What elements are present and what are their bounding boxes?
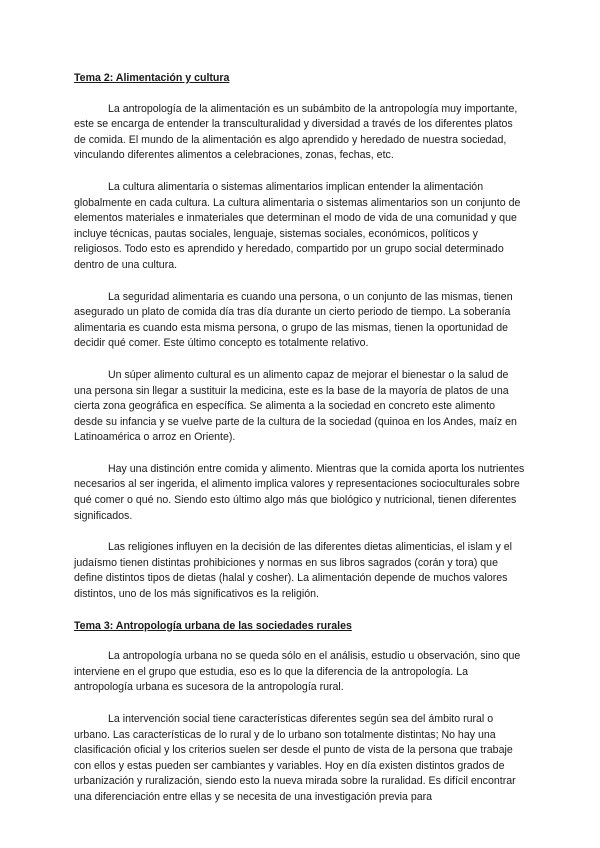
paragraph: Las religiones influyen en la decisión de las diferentes dietas alimenticias, el islam y el judaísmo tienen distintas prohibiciones y normas en sus libros sagrados (corán y tora) que define distintos tipos de dietas (halal y cosher). La alimentación depende de muchos valores distintos, uno de los más significativos es la religión. <box>74 541 512 601</box>
document-page <box>74 71 526 822</box>
paragraph: La cultura alimentaria o sistemas alimentarios implican entender la alimentación globalmente en cada cultura. La cultura alimentaria o sistemas alimentarios son un conjunto de elementos materiales e inmateriales que determinan el modo de vida de una comunidad y que incluye técnicas, pautas sociales, lenguaje, sistemas sociales, económicos, políticos y religiosos. Todo esto es aprendido y heredado, compartido por un grupo social determinado dentro de una cultura. <box>74 180 521 271</box>
paragraph: La antropología urbana no se queda sólo en el análisis, estudio u observación, sino que interviene en el grupo que estudia, eso es lo que la diferencia de la antropología. La antropología urbana es sucesora de la antropología rural. <box>74 650 521 694</box>
paragraph: La intervención social tiene características diferentes según sea del ámbito rural o urbano. Las características de lo rural y de lo urbano son totalmente distintas; No hay una clasificación oficial y los criterios suelen ser desde el punto de vista de la persona que trabaje con ellos y estas pueden ser cambiantes y variables. Hoy en día existen distintos grados de urbanización y ruralización, siendo esto la nueva mirada sobre la ruralidad. Es difícil encontrar una diferenciación entre ellas y se necesita de una investigación previa para <box>74 713 516 803</box>
paragraph: Un súper alimento cultural es un alimento capaz de mejorar el bienestar o la salud de una persona sin llegar a sustituir la medicina, este es la base de la mayoría de platos de una cierta zona geográfica en específica. Se alimenta a la sociedad en concreto este alimento desde su infancia y se vuelve parte de la cultura de la sociedad (quinoa en los Andes, maíz en Latinoamérica o arroz en Oriente). <box>74 368 517 444</box>
paragraph: Hay una distinción entre comida y alimento. Mientras que la comida aporta los nutrientes necesarios al ser ingerida, el alimento implica valores y representaciones socioculturales sobre qué comer o qué no. Siendo esto último algo más que biológico y nutricional, tienen diferentes significados. <box>74 462 525 522</box>
section-tema-3 <box>74 619 526 806</box>
section-heading: Tema 2: Alimentación y cultura <box>74 72 230 84</box>
section-heading: Tema 3: Antropología urbana de las sociedades rurales <box>74 619 352 632</box>
paragraph: La antropología de la alimentación es un subámbito de la antropología muy importante, este se encarga de entender la transculturalidad y diversidad a través de los diferentes platos de comida. El mundo de la alimentación es algo aprendido y heredado de nuestra sociedad, vinculando diferentes alimentos a celebraciones, zonas, fechas, etc. <box>74 102 518 162</box>
section-tema-2 <box>74 71 526 603</box>
paragraph: La seguridad alimentaria es cuando una persona, o un conjunto de las mismas, tienen asegurado un plato de comida día tras día durante un cierto periodo de tiempo. La soberanía alimentaria es cuando esta misma persona, o grupo de las mismas, tienen la oportunidad de decidir qué comer. Este último concepto es totalmente relativo. <box>74 290 513 350</box>
